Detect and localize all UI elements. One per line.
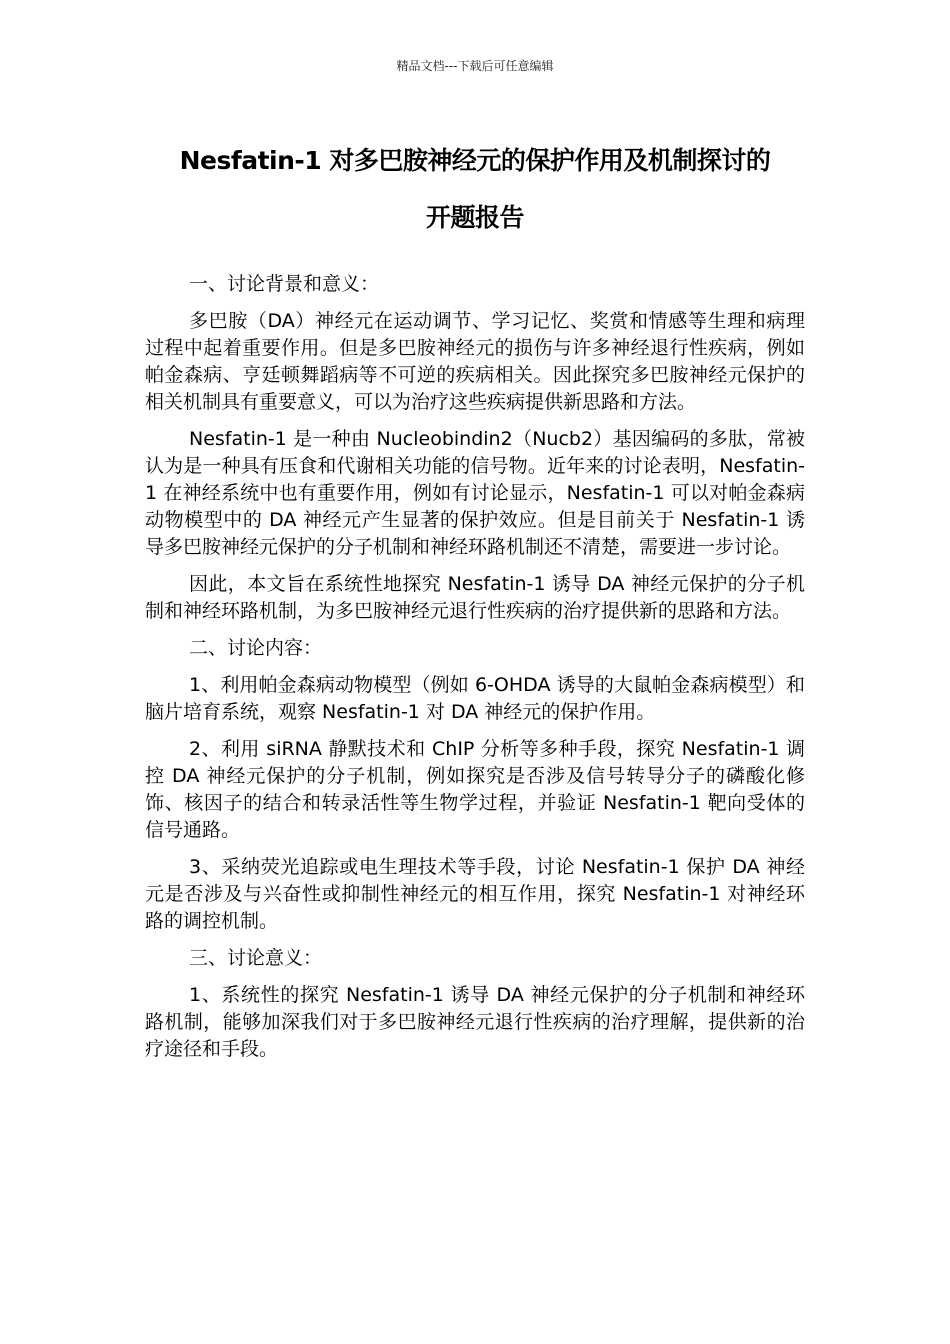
paragraph-significance-1: 1、系统性的探究 Nesfatin-1 诱导 DA 神经元保护的分子机制和神经环路机制，能够加深我们对于多巴胺神经元退行性疾病的治疗理解，提供新的治疗途径和手段。 (145, 984, 805, 1060)
section-heading-significance: 三、讨论意义： (189, 947, 323, 969)
document-title (100, 132, 850, 246)
section-heading-background: 一、讨论背景和意义： (189, 273, 380, 295)
title-line-2: 开题报告 (425, 203, 524, 232)
section-heading-content: 二、讨论内容： (189, 637, 323, 659)
header-note: 精品文档---下载后可任意编辑 (396, 59, 554, 73)
paragraph-background-1: 多巴胺（DA）神经元在运动调节、学习记忆、奖赏和情感等生理和病理过程中起着重要作用。但是多巴胺神经元的损伤与许多神经退行性疾病，例如帕金森病、亨廷顿舞蹈病等不可逆的疾病相关。因此探究多巴胺神经元保护的相关机制具有重要意义，可以为治疗这些疾病提供新思路和方法。 (145, 310, 805, 413)
paragraph-background-3: 因此，本文旨在系统性地探究 Nesfatin-1 诱导 DA 神经元保护的分子机制和神经环路机制，为多巴胺神经元退行性疾病的治疗提供新的思路和方法。 (145, 573, 805, 622)
paragraph-background-2: Nesfatin-1 是一种由 Nucleobindin2（Nucb2）基因编码的多肽，常被认为是一种具有压食和代谢相关功能的信号物。近年来的讨论表明，Nesfatin-1 在神经系统中也有重要作用，例如有讨论显示，Nesfatin-1 可以对帕金森病动物模型中的 DA 神经元产生显著的保护效应。但是目前关于 Nesfatin-1 诱导多巴胺神经元保护的分子机制和神经环路机制还不清楚，需要进一步讨论。 (145, 428, 805, 558)
paragraph-content-2: 2、利用 siRNA 静默技术和 ChIP 分析等多种手段，探究 Nesfatin-1 调控 DA 神经元保护的分子机制，例如探究是否涉及信号转导分子的磷酸化修饰、核因子的结合和转录活性等生物学过程，并验证 Nesfatin-1 靶向受体的信号通路。 (145, 738, 805, 841)
paragraph-content-1: 1、利用帕金森病动物模型（例如 6-OHDA 诱导的大鼠帕金森病模型）和脑片培育系统，观察 Nesfatin-1 对 DA 神经元的保护作用。 (145, 674, 805, 723)
paragraph-content-3: 3、采纳荧光追踪或电生理技术等手段，讨论 Nesfatin-1 保护 DA 神经元是否涉及与兴奋性或抑制性神经元的相互作用，探究 Nesfatin-1 对神经环路的调控机制。 (145, 856, 805, 932)
document-body (145, 271, 805, 1073)
title-line-1: Nesfatin-1 对多巴胺神经元的保护作用及机制探讨的 (179, 146, 771, 175)
